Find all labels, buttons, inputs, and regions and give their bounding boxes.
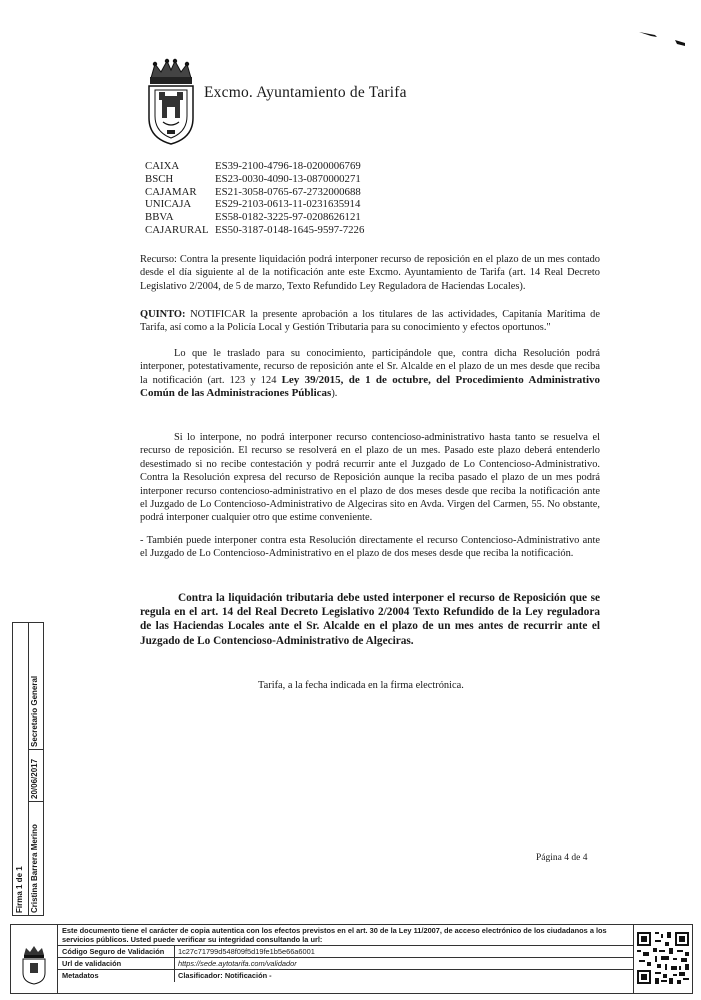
- qr-code-icon[interactable]: [635, 930, 691, 986]
- signature-box: [12, 622, 44, 916]
- metadatos-value: Clasificador: Notificación -: [178, 971, 272, 980]
- cell-divider: [174, 970, 175, 982]
- validation-footer: [10, 924, 693, 994]
- date-place-line: Tarifa, a la fecha indicada en la firma electrónica.: [258, 680, 464, 691]
- recurso-paragraph: Recurso: Contra la presente liquidación podrá interponer recurso de reposición en el plazo de un mes contado desde el día siguiente al de la notificación ante este Excmo. Ayuntamiento de Tarifa (art. 14 Real Decreto Legislativo 2/2004, de 5 de marzo, Texto Refundido Ley Reguladora de Haciendas Locales).: [140, 254, 600, 292]
- bank-name: CAJAMAR: [145, 185, 197, 198]
- bank-name: BBVA: [145, 211, 174, 224]
- bank-row: [145, 160, 364, 173]
- bank-name: BSCH: [145, 172, 174, 185]
- bank-name: CAJARURAL: [145, 223, 209, 236]
- bank-iban: ES21-3058-0765-67-2732000688: [215, 185, 361, 198]
- codigo-value[interactable]: 1c27c71799d548f09f5d19fe1b5e66a6001: [178, 947, 315, 956]
- law-reference: Ley 39/2015, de 1 de octubre, del Procedimiento Administrativo Común de las Administraciones Públicas: [140, 373, 601, 400]
- bank-row: [145, 211, 364, 224]
- url-label: Url de validación: [62, 959, 122, 968]
- metadatos-row: [58, 969, 633, 982]
- bank-accounts-table: [145, 160, 364, 237]
- signer-role: Secretario General: [30, 675, 39, 747]
- url-value[interactable]: https://sede.aytotarifa.com/validador: [178, 959, 297, 968]
- bank-iban: ES39-2100-4796-18-0200006769: [215, 160, 361, 172]
- bank-row: [145, 173, 364, 186]
- bank-iban: ES29-2103-0613-11-0231635914: [215, 198, 361, 211]
- signature-column-left: [13, 623, 29, 915]
- coat-of-arms-icon: [145, 58, 197, 146]
- scan-marks: [637, 26, 687, 48]
- interpone-paragraph: Si lo interpone, no podrá interponer recurso contencioso-administrativo hasta tanto se resuelva el recurso de reposición. El recurso se resolverá en el plazo de un mes. Pasado este plazo deberá entenderlo desestimado si no recibe contestación y podrá recurrir ante el Juzgado de Lo Contencioso-Administrativo. Contra la Resolución expresa del recurso de Reposición aunque la reciba pasado el plazo de un mes podrá interponer recurso contencioso-administrativo en el plazo de dos meses desde que reciba la notificación ante el Juzgado de Lo Contencioso-Administrativo de Algeciras sito en Avda. Virgen del Carmen, 55. No obstante, podrá interponer cualquier otro que estime conveniente.: [140, 432, 600, 524]
- validation-notice: Este documento tiene el carácter de copia autentica con los efectos previstos en el art. 30 de la Ley 11/2007, de acceso electrónico de los ciudadanos a los servicios públicos. Usted puede verificar su integridad consultando la url:: [62, 926, 607, 944]
- traslado-paragraph: [140, 347, 600, 401]
- bank-name: UNICAJA: [145, 198, 192, 211]
- bank-name: CAIXA: [145, 160, 180, 172]
- quinto-paragraph: [140, 308, 600, 335]
- coat-of-arms-icon: [21, 945, 47, 985]
- traslado-text: Lo que le traslado para su conocimiento, participándole que, contra dicha Resolución podrá interponer, potestativamente, recurso de reposición ante el Sr. Alcalde en el plazo de un mes desde que reciba la notificación (art. 123 y 124: [140, 348, 600, 386]
- page-number: Página 4 de 4: [536, 853, 588, 863]
- signature-count: Firma 1 de 1: [15, 866, 24, 913]
- signature-divider: [28, 801, 43, 802]
- bank-iban: ES58-0182-3225-97-0208626121: [215, 211, 361, 224]
- signature-divider: [28, 749, 43, 750]
- validation-grid: [57, 925, 634, 993]
- traslado-end: ).: [331, 388, 338, 400]
- quinto-label: QUINTO:: [140, 309, 186, 320]
- bank-iban: ES50-3187-0148-1645-9597-7226: [215, 223, 365, 236]
- bank-iban: ES23-0030-4090-13-0870000271: [215, 172, 361, 185]
- codigo-label: Código Seguro de Validación: [62, 947, 165, 956]
- bank-row: [145, 186, 364, 199]
- tambien-paragraph: - También puede interponer contra esta Resolución directamente el recurso Contencioso-Administrativo ante el Juzgado de Lo Contencioso-Administrativo en el plazo de dos meses desde que reciba la notificación.: [140, 535, 600, 560]
- signature-date: 20/06/2017: [30, 758, 39, 799]
- bank-row: [145, 224, 364, 237]
- quinto-text: NOTIFICAR la presente aprobación a los titulares de las actividades, Capitanía Marítima de Tarifa, así como a la Policía Local y Gestión Tributaria para su conocimiento y efectos oportunos.": [140, 309, 600, 334]
- bank-row: [145, 198, 364, 211]
- organization-title: Excmo. Ayuntamiento de Tarifa: [204, 84, 407, 101]
- signer-name: Cristina Barrera Merino: [30, 824, 39, 913]
- metadatos-label: Metadatos: [62, 971, 99, 980]
- liquidacion-paragraph: Contra la liquidación tributaria debe usted interponer el recurso de Reposición que se regula en el art. 14 del Real Decreto Legislativo 2/2004 Texto Refundido de la Ley reguladora de las Haciendas Locales ante el Sr. Alcalde en el plazo de un mes antes de recurrir ante el Juzgado de Lo Contencioso-Administrativo de Algeciras.: [140, 592, 600, 647]
